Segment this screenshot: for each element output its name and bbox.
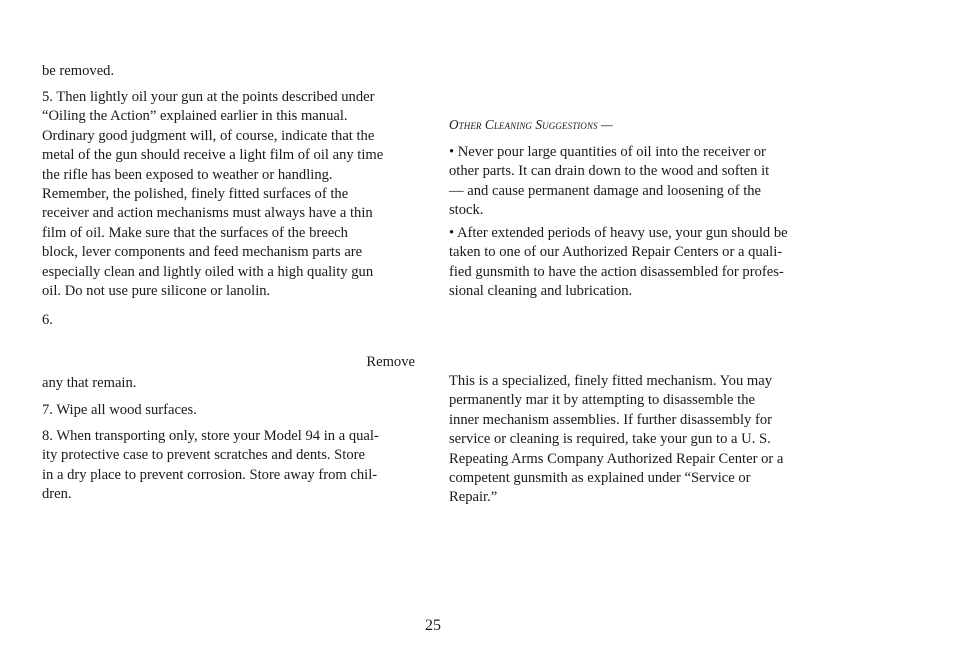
paragraph-step-6-remove: Remove xyxy=(366,354,415,370)
paragraph-step-6: 6. xyxy=(42,312,53,328)
bullet-heavy-use: • After extended periods of heavy use, your gun should be taken to one of our Authorized Repair Centers or a quali- fied gunsmith to have the action disassembled for profes- sional cleaning and lubrication. xyxy=(449,225,788,300)
paragraph-specialized-mechanism: This is a specialized, finely fitted mechanism. You may permanently mar it by attempting to disassemble the inner mechanism assemblies. If further disassembly for service or cleaning is required, take your gun to a U. S. Repeating Arms Company Authorized Repair Center or a competent gunsmith as explained under “Service or Repair.” xyxy=(449,373,784,506)
paragraph-step-8: 8. When transporting only, store your Model 94 in a qual- ity protective case to prevent scratches and dents. Store in a dry place to prevent corrosion. Store away from chil- dren. xyxy=(42,428,379,503)
bullet-never-pour-oil: • Never pour large quantities of oil into the receiver or other parts. It can drain down to the wood and soften it — and cause permanent damage and loosening of the stock. xyxy=(449,144,770,219)
paragraph-step-7: 7. Wipe all wood surfaces. xyxy=(42,402,197,418)
section-heading-other-cleaning-suggestions: Other Cleaning Suggestions — xyxy=(449,117,613,132)
paragraph-be-removed: be removed. xyxy=(42,63,115,79)
page-number: 25 xyxy=(425,617,441,634)
paragraph-step-5-oiling: 5. Then lightly oil your gun at the points described under “Oiling the Action” explained earlier in this manual. Ordinary good judgment will, of course, indicate that the metal of the gun should receive a light film of oil any time the rifle has been exposed to weather or handling. Remember, the polished, finely fitted surfaces of the receiver and action mechanisms must always have a thin film of oil. Make sure that the surfaces of the breech block, lever components and feed mechanism parts are especially clean and lightly oiled with a high quality gun oil. Do not use pure silicone or lanolin. xyxy=(42,89,384,300)
paragraph-step-6-continuation: any that remain. xyxy=(42,375,137,391)
